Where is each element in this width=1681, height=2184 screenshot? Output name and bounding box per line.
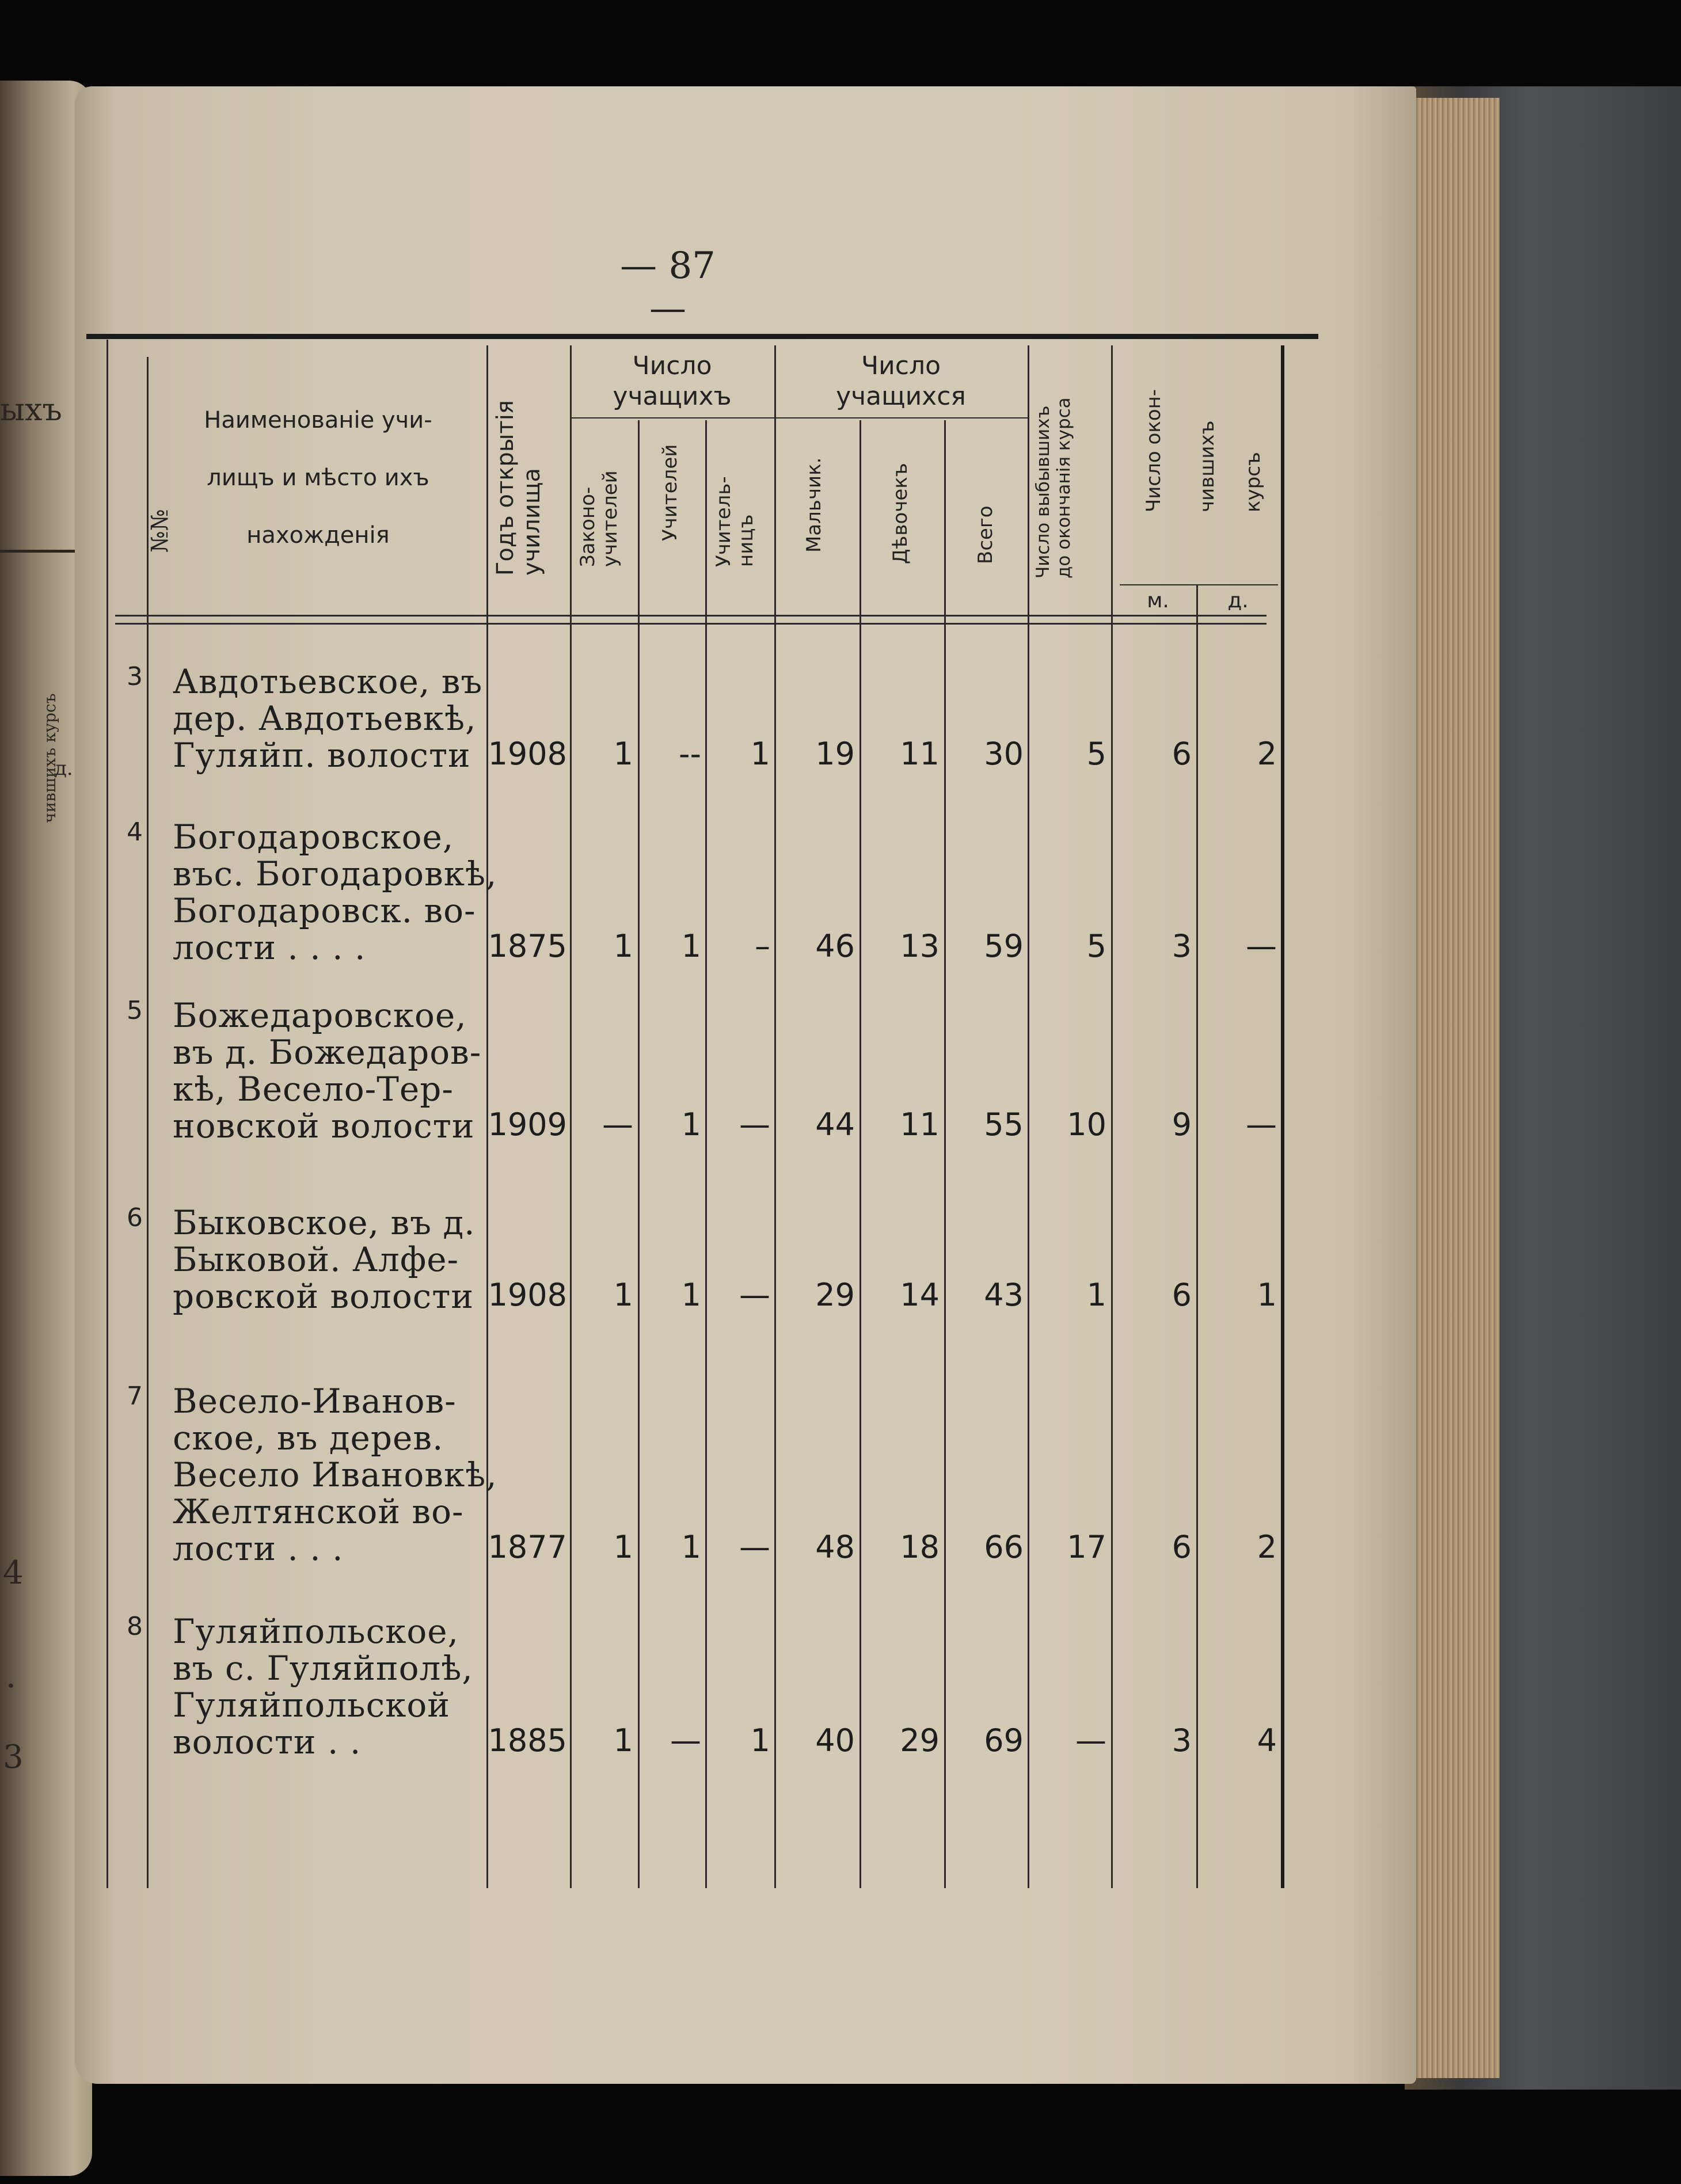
uchitelei-cell: 1 [681, 928, 701, 964]
total-cell: 30 [984, 736, 1024, 772]
uchitelnits-cell: — [739, 1277, 770, 1313]
header-zak-line-1: Законо- [576, 486, 599, 567]
year-cell: 1877 [488, 1529, 567, 1565]
school-name-line: лости . . . [173, 1529, 344, 1568]
uchitelnits-cell: — [739, 1106, 770, 1143]
total-cell: 43 [984, 1277, 1024, 1313]
boys-cell: 48 [815, 1529, 855, 1565]
table-right-rule [1281, 345, 1284, 1888]
school-name-line: новской волости [173, 1106, 475, 1146]
header-dropped-line-1: Число выбывшихъ [1033, 405, 1054, 579]
header-uchitelnits [713, 476, 758, 567]
dropped-cell: 5 [1086, 736, 1106, 772]
col-line-a [107, 340, 108, 1888]
row-number: 8 [127, 1612, 143, 1641]
header-name-line-1: Наименованіе учи- [204, 407, 432, 433]
col-line-b [147, 357, 149, 1888]
row-number: 4 [127, 817, 143, 847]
left-fragment-dot: . [6, 1658, 16, 1695]
school-name-line: Божедаровское, [173, 996, 467, 1035]
header-girls: Дѣвочекъ [889, 463, 912, 564]
school-name-line: Богодаровское, [173, 817, 454, 857]
school-name-line: Богодаровск. во- [173, 891, 476, 930]
school-name-line: Быковское, въ д. [173, 1203, 476, 1242]
page-number: — 87 — [620, 245, 716, 330]
boys-cell: 46 [815, 928, 855, 964]
zakonouchitelei-cell: 1 [613, 736, 633, 772]
header-zak-line-2: учителей [599, 470, 622, 567]
teachers-group-rule [570, 417, 774, 418]
finished-m-cell: 3 [1172, 928, 1192, 964]
uchitelnits-cell: 1 [750, 736, 770, 772]
boys-cell: 29 [815, 1277, 855, 1313]
col-line-i [944, 420, 946, 1888]
dropped-cell: — [1075, 1722, 1106, 1759]
year-cell: 1909 [488, 1106, 567, 1143]
finished-m-cell: 6 [1172, 1529, 1192, 1565]
total-cell: 66 [984, 1529, 1024, 1565]
row-number: 3 [127, 662, 143, 691]
row-number: 6 [127, 1203, 143, 1232]
uchitelei-cell: — [670, 1722, 701, 1759]
uchitelei-cell: 1 [681, 1529, 701, 1565]
school-name-line: Гуляйп. волости [173, 736, 471, 775]
year-cell: 1875 [488, 928, 567, 964]
uchitelei-cell: 1 [681, 1277, 701, 1313]
header-name-line-2: лищъ и мѣсто ихъ [207, 465, 429, 491]
zakonouchitelei-cell: 1 [613, 1722, 633, 1759]
zakonouchitelei-cell: — [602, 1106, 633, 1143]
students-group-rule [774, 417, 1028, 418]
header-name [153, 391, 484, 564]
header-uchitelei: Учителей [659, 444, 682, 541]
header-teachers-line-1: Число [632, 351, 712, 381]
girls-cell: 11 [900, 736, 940, 772]
total-cell: 55 [984, 1106, 1024, 1143]
col-line-l [1196, 584, 1198, 1888]
school-name-line: Весело Ивановкѣ, [173, 1455, 497, 1494]
school-name-line: волости . . [173, 1722, 362, 1761]
year-cell: 1908 [488, 1277, 567, 1313]
finished-m-cell: 6 [1172, 736, 1192, 772]
boys-cell: 19 [815, 736, 855, 772]
finished-m-cell: 9 [1172, 1106, 1192, 1143]
school-name-line: лости . . . . [173, 928, 366, 967]
header-zakonouchitelei [577, 470, 622, 567]
col-line-h [859, 420, 861, 1888]
header-dropped-line-2: до окончанія курса [1053, 397, 1074, 579]
header-teachers-group [570, 351, 774, 412]
dropped-cell: 1 [1086, 1277, 1106, 1313]
school-name-line: Гуляйпольской [173, 1685, 450, 1725]
finished-m-cell: 3 [1172, 1722, 1192, 1759]
left-fragment-d: д. [55, 757, 73, 780]
boys-cell: 44 [815, 1106, 855, 1143]
school-name-line: въ д. Божедаров- [173, 1033, 482, 1072]
row-number: 7 [127, 1382, 143, 1411]
girls-cell: 14 [900, 1277, 940, 1313]
dropped-cell: 10 [1067, 1106, 1106, 1143]
header-uchn-line-1: Учитель- [712, 476, 735, 567]
year-cell: 1885 [488, 1722, 567, 1759]
finished-d-cell: 2 [1257, 736, 1277, 772]
header-boys: Мальчик. [803, 457, 826, 553]
finished-group-rule [1120, 584, 1278, 585]
school-name-line: въ с. Гуляйполѣ, [173, 1649, 473, 1688]
left-fragment-4: 4 [3, 1554, 24, 1592]
header-year-line-1: Годъ открытія [492, 400, 519, 576]
header-year [492, 400, 545, 576]
header-students-group [774, 351, 1028, 412]
uchitelei-cell: -- [679, 736, 701, 772]
uchitelnits-cell: — [739, 1529, 770, 1565]
left-fragment-header: чившихъ курсъ [40, 693, 59, 823]
header-teachers-line-2: учащихъ [613, 381, 732, 411]
finished-d-cell: — [1246, 928, 1277, 964]
header-finished-2: чившихъ [1196, 420, 1219, 512]
uchitelnits-cell: – [755, 928, 770, 964]
header-year-line-2: училища [519, 467, 545, 576]
finished-d-cell: 2 [1257, 1529, 1277, 1565]
girls-cell: 29 [900, 1722, 940, 1759]
header-num: №№ [147, 509, 173, 553]
col-line-e [638, 420, 640, 1888]
school-name-line: Авдотьевское, въ [173, 662, 483, 701]
uchitelei-cell: 1 [681, 1106, 701, 1143]
finished-d-cell: 4 [1257, 1722, 1277, 1759]
finished-m-cell: 6 [1172, 1277, 1192, 1313]
header-finished-m: м. [1147, 589, 1169, 612]
dropped-cell: 5 [1086, 928, 1106, 964]
col-line-f [705, 420, 707, 1888]
header-dropped [1033, 397, 1074, 579]
header-name-line-3: нахожденія [246, 522, 390, 549]
header-finished-1: Число окон- [1142, 389, 1165, 512]
page-edges [1413, 98, 1500, 2078]
finished-d-cell: 1 [1257, 1277, 1277, 1313]
boys-cell: 40 [815, 1722, 855, 1759]
school-name-line: дер. Авдотьевкѣ, [173, 699, 477, 738]
school-name-line: Желтянской во- [173, 1492, 464, 1531]
zakonouchitelei-cell: 1 [613, 928, 633, 964]
school-name-line: ровской волости [173, 1277, 474, 1316]
uchitelnits-cell: 1 [750, 1722, 770, 1759]
table-top-rule [86, 334, 1318, 339]
school-name-line: ское, въ дерев. [173, 1418, 444, 1458]
header-uchn-line-2: ницъ [735, 514, 758, 567]
header-finished-3: курсъ [1242, 452, 1265, 512]
header-students-line-1: Число [861, 351, 941, 381]
left-fragment-top: ыхъ [0, 391, 62, 428]
header-total: Всего [974, 505, 997, 564]
school-name-line: Гуляйпольское, [173, 1612, 459, 1651]
total-cell: 69 [984, 1722, 1024, 1759]
school-name-line: въс. Богодаровкѣ, [173, 854, 497, 893]
header-rule-2 [115, 623, 1267, 625]
left-fragment-3: 3 [3, 1738, 24, 1776]
row-number: 5 [127, 996, 143, 1025]
zakonouchitelei-cell: 1 [613, 1529, 633, 1565]
header-finished-d: д. [1227, 589, 1249, 612]
header-students-line-2: учащихся [836, 381, 966, 411]
dropped-cell: 17 [1067, 1529, 1106, 1565]
girls-cell: 13 [900, 928, 940, 964]
girls-cell: 18 [900, 1529, 940, 1565]
school-name-line: Весело-Иванов- [173, 1382, 457, 1421]
school-name-line: кѣ, Весело-Тер- [173, 1070, 454, 1109]
year-cell: 1908 [488, 736, 567, 772]
school-name-line: Быковой. Алфе- [173, 1240, 459, 1279]
total-cell: 59 [984, 928, 1024, 964]
girls-cell: 11 [900, 1106, 940, 1143]
left-rule [0, 550, 86, 553]
finished-d-cell: — [1246, 1106, 1277, 1143]
header-rule-1 [115, 615, 1267, 617]
zakonouchitelei-cell: 1 [613, 1277, 633, 1313]
